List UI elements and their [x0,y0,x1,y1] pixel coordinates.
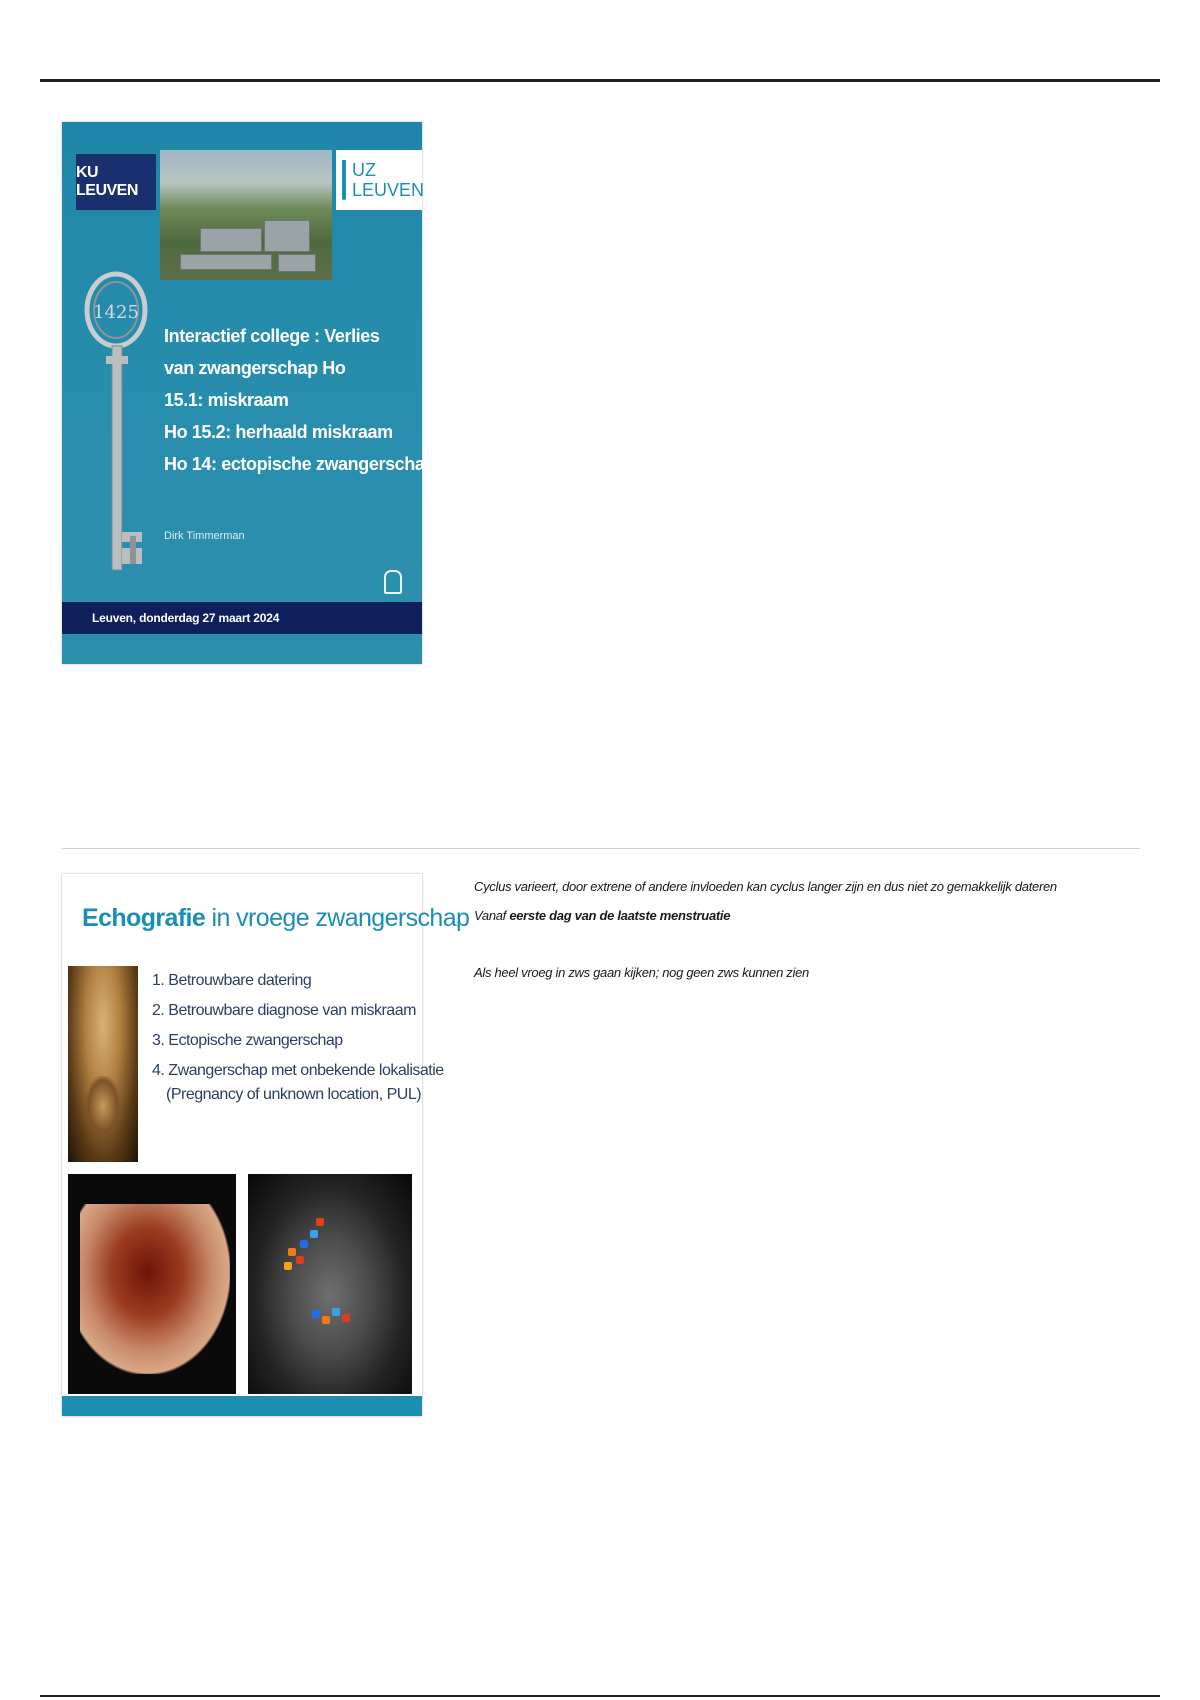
header-rule [40,79,1160,82]
slide-thumbnail-echografie[interactable] [62,874,470,1416]
uz-shield-icon [342,160,346,200]
note-line: Als heel vroeg in zws gaan kijken; nog geen zws kunnen zien [474,965,809,980]
slide2-title-highlight: Echografie [82,904,206,932]
ku-leuven-logo [76,154,156,210]
ku-logo-text: KU LEUVEN [76,164,138,199]
uz-leuven-logo [336,150,425,210]
antique-key-icon [84,270,154,590]
slide-thumbnail-title[interactable] [62,122,436,664]
note-line [474,901,1154,930]
slide2-footer-bar [62,1396,422,1416]
title-line: 15.1: miskraam [164,390,289,410]
lecture-date: Leuven, donderdag 27 maart 2024 [92,611,280,625]
list-item: 2. Betrouwbare diagnose van miskraam [152,1002,416,1019]
note-prefix: Vanaf [474,908,510,923]
author-name: Dirk Timmerman [164,530,245,542]
list-item: 1. Betrouwbare datering [152,972,312,989]
section-divider [62,848,1140,849]
list-item-text: 4. Zwangerschap met onbekende lokalisatie [152,1062,444,1079]
slide2-title-rest: in vroege zwangerschap [205,904,470,932]
list-item-subtext: (Pregnancy of unknown location, PUL) [166,1086,422,1103]
list-item [152,1062,444,1104]
key-number: 1425 [93,302,139,323]
university-seal-icon [384,570,402,594]
echografie-list [152,972,444,1116]
slide-notes [474,872,1154,987]
slide1-title [164,320,436,480]
date-bar [62,602,422,634]
title-line: Interactief college : Verlies [164,326,380,346]
fetus-3d-ultrasound-image [68,966,138,1162]
uz-logo-line2: LEUVEN [352,180,425,200]
slide2-title [82,904,469,933]
doppler-ultrasound-image [248,1174,412,1394]
uz-logo-line1: UZ [352,160,376,180]
title-line: Ho 14: ectopische zwangerschap [164,454,436,474]
note-bold: eerste dag van de laatste menstruatie [509,908,731,923]
title-line: van zwangerschap Ho [164,358,346,378]
list-item: 3. Ectopische zwangerschap [152,1032,343,1049]
title-line: Ho 15.2: herhaald miskraam [164,422,393,442]
note-line: Cyclus varieert, door extrene of andere invloeden kan cyclus langer zijn en dus niet zo gemakkelijk dateren [474,879,1057,894]
uterus-3d-render-image [68,1174,236,1394]
campus-aerial-photo [160,150,332,280]
footer-rule [40,1695,1160,1697]
